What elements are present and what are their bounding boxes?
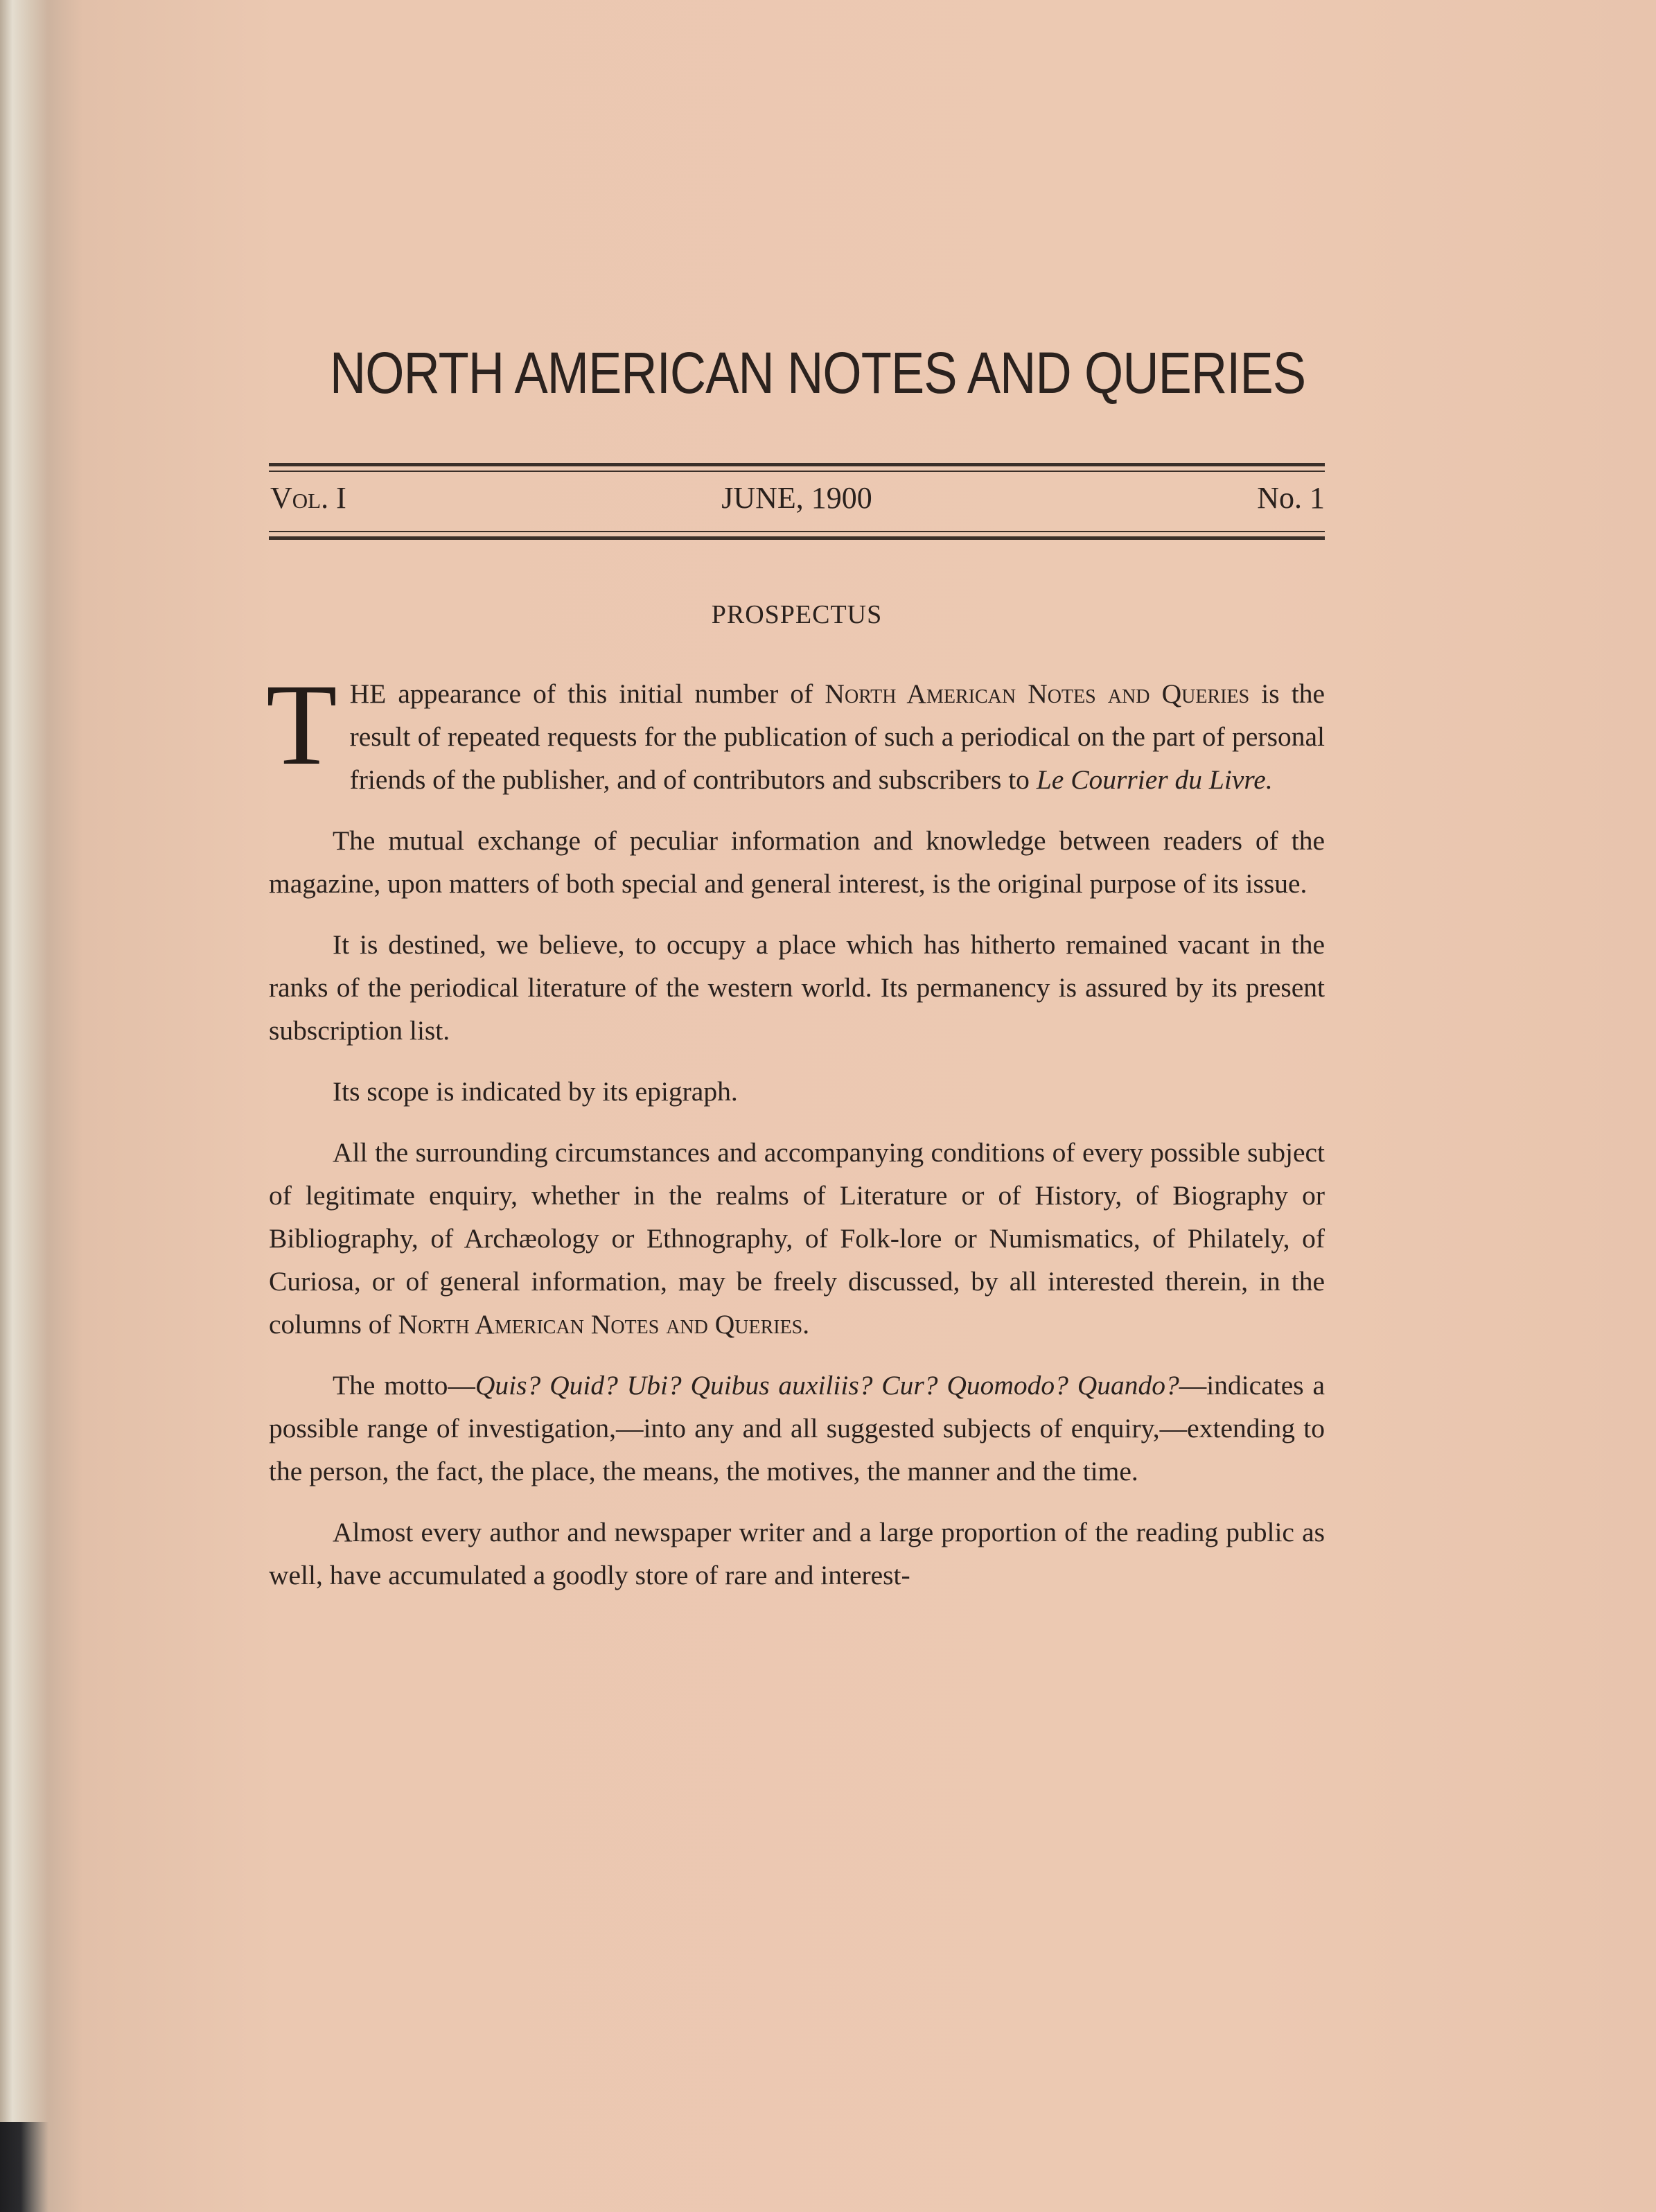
paragraph-3: It is destined, we believe, to occupy a place which has hitherto remained vacant in the ranks of the periodical literature of the western world. Its permanency is assured by its present subscription list. xyxy=(269,929,1325,1046)
book-spine-shadow xyxy=(0,2122,49,2212)
paragraph-6-rest: —indicates a possible range of investigation,—into any and all suggested subjects of enquiry,—extending to the person, the fact, the place, the means, the motives, the manner and the time. xyxy=(269,1370,1325,1486)
journal-title: NORTH AMERICAN NOTES AND QUERIES xyxy=(330,340,1306,405)
paragraph-5 xyxy=(269,1131,1325,1346)
paragraph-6-lead: The motto— xyxy=(333,1370,475,1401)
header-rule-top xyxy=(269,463,1325,472)
paragraph-1-text-a: HE appearance of this initial number of xyxy=(349,678,825,709)
paragraph-4: Its scope is indicated by its epigraph. xyxy=(333,1076,738,1107)
courrier-title: Le Courrier du Livre. xyxy=(1036,764,1273,795)
paragraph-2: The mutual exchange of peculiar information and knowledge between readers of the magazine, upon matters of both special and general interest, is the original purpose of its issue. xyxy=(269,825,1325,899)
paragraph-5-end: . xyxy=(802,1309,810,1340)
issue-date: JUNE, 1900 xyxy=(721,481,872,515)
paragraph-5-text: All the surrounding circumstances and accompanying conditions of every possible subject of legitimate enquiry, whether in the realms of Literature or of History, of Biography or Bibliography, of Archæology or Ethnography, of Folk-lore or Numismatics, of Philately, of Curiosa, or of general information, may be freely discussed, by all interested therein, in the columns of xyxy=(269,1137,1325,1340)
journal-name-small-caps: North American Notes and Queries xyxy=(825,678,1250,709)
header-rule-bottom xyxy=(269,531,1325,540)
paragraph-6 xyxy=(269,1364,1325,1493)
paragraph-7: Almost every author and newspaper writer and a large proportion of the reading public as well, have accumulated a goodly store of rare and interest- xyxy=(269,1517,1325,1590)
issue-number: No. 1 xyxy=(1257,481,1325,515)
journal-name-small-caps-2: North American Notes and Queries xyxy=(398,1309,803,1340)
volume-label: Vol. I xyxy=(270,481,346,515)
paragraph-1 xyxy=(266,660,1325,801)
issue-line xyxy=(269,480,1325,522)
drop-cap: T xyxy=(266,660,337,789)
latin-motto: Quis? Quid? Ubi? Quibus auxiliis? Cur? Quomodo? Quando? xyxy=(475,1370,1179,1401)
article-body xyxy=(266,660,1325,1615)
paragraph-1-text-b: is the result of repeated requests for the publication of such a periodical on the part of personal friends of the publisher, and of contributors and subscribers to xyxy=(349,678,1325,795)
section-heading: PROSPECTUS xyxy=(711,600,883,629)
